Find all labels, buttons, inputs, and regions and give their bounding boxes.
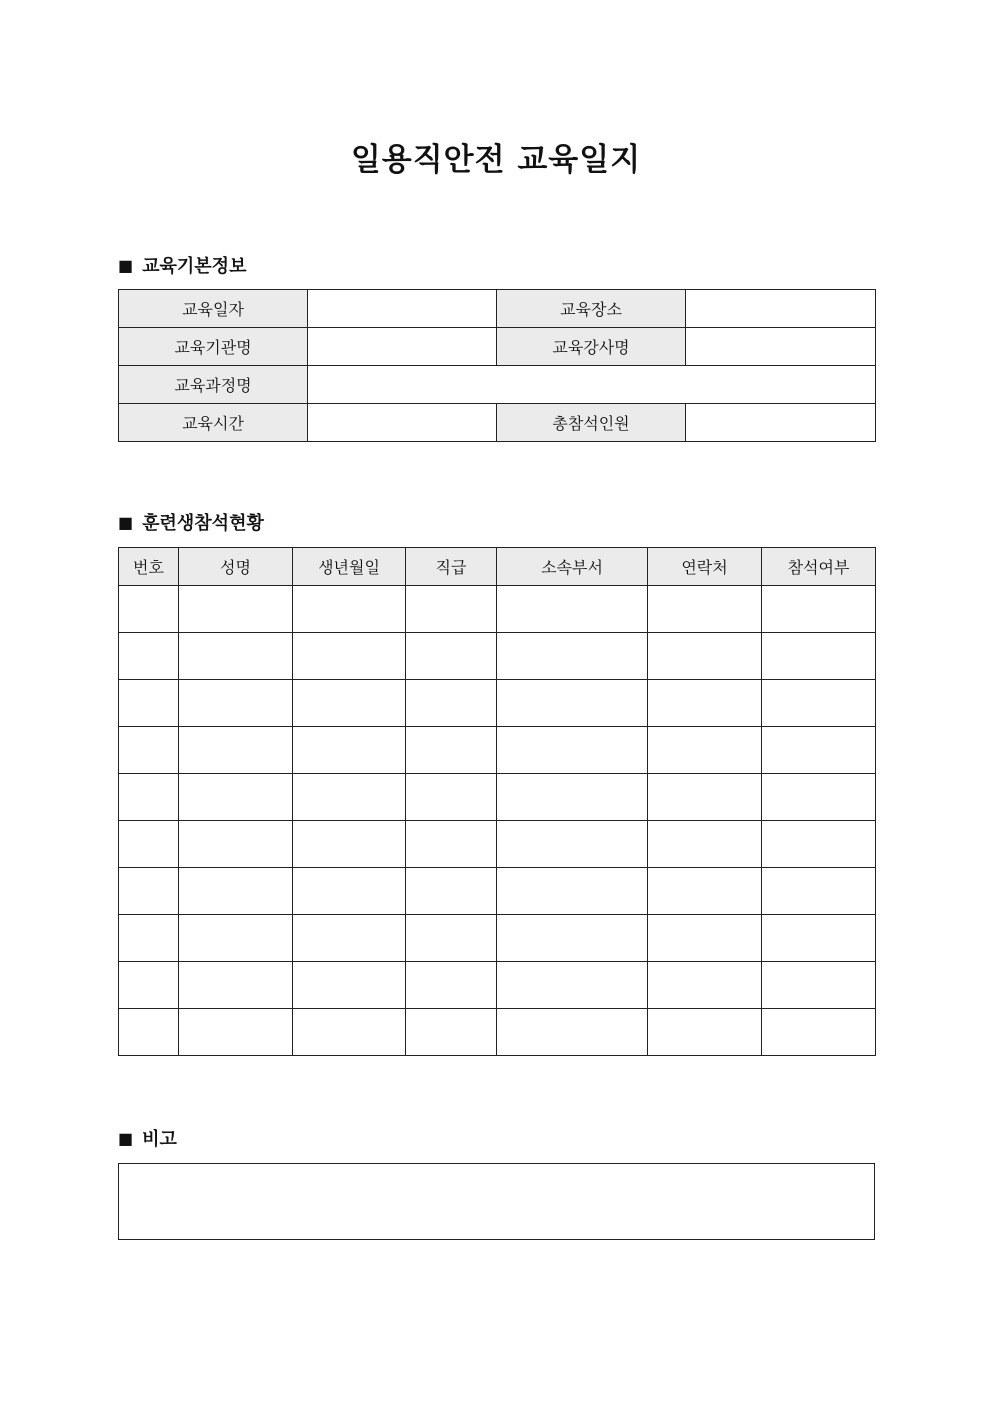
table-cell[interactable] — [648, 868, 762, 915]
column-header-number: 번호 — [119, 548, 179, 586]
info-value-field[interactable] — [308, 290, 497, 328]
info-row — [119, 328, 876, 366]
table-cell[interactable] — [762, 680, 876, 727]
table-cell[interactable] — [648, 633, 762, 680]
square-bullet-icon: ■ — [118, 1128, 134, 1148]
info-row — [119, 290, 876, 328]
info-row — [119, 366, 876, 404]
table-cell[interactable] — [179, 868, 293, 915]
info-label: 총참석인원 — [497, 404, 686, 442]
table-cell[interactable] — [119, 821, 179, 868]
table-cell[interactable] — [762, 586, 876, 633]
info-row — [119, 404, 876, 442]
table-cell[interactable] — [179, 586, 293, 633]
table-cell[interactable] — [179, 727, 293, 774]
section-title: 교육기본정보 — [142, 256, 247, 277]
table-row — [119, 1009, 876, 1056]
table-cell[interactable] — [648, 915, 762, 962]
table-cell[interactable] — [648, 962, 762, 1009]
info-value-field[interactable] — [308, 328, 497, 366]
document-title: 일용직안전 교육일지 — [350, 142, 642, 178]
table-cell[interactable] — [179, 915, 293, 962]
table-cell[interactable] — [648, 774, 762, 821]
table-cell[interactable] — [762, 1009, 876, 1056]
table-cell[interactable] — [179, 821, 293, 868]
table-cell[interactable] — [762, 774, 876, 821]
table-row — [119, 727, 876, 774]
info-label: 교육일자 — [119, 290, 308, 328]
table-row — [119, 915, 876, 962]
info-value-field[interactable] — [686, 328, 876, 366]
attendance-table — [118, 547, 876, 1056]
table-cell[interactable] — [648, 586, 762, 633]
table-cell[interactable] — [497, 586, 648, 633]
table-cell[interactable] — [119, 586, 179, 633]
info-value-field[interactable] — [686, 290, 876, 328]
table-cell[interactable] — [406, 1009, 497, 1056]
table-cell[interactable] — [497, 727, 648, 774]
table-cell[interactable] — [119, 962, 179, 1009]
info-value-field[interactable] — [308, 404, 497, 442]
table-cell[interactable] — [293, 586, 406, 633]
table-cell[interactable] — [293, 821, 406, 868]
table-cell[interactable] — [406, 727, 497, 774]
table-row — [119, 633, 876, 680]
info-label: 교육기관명 — [119, 328, 308, 366]
info-value-field[interactable] — [686, 404, 876, 442]
table-cell[interactable] — [293, 962, 406, 1009]
table-cell[interactable] — [293, 1009, 406, 1056]
column-header-name: 성명 — [179, 548, 293, 586]
table-cell[interactable] — [406, 633, 497, 680]
column-header-rank: 직급 — [406, 548, 497, 586]
remarks-field[interactable] — [118, 1163, 875, 1240]
table-cell[interactable] — [762, 868, 876, 915]
table-cell[interactable] — [497, 821, 648, 868]
table-cell[interactable] — [119, 727, 179, 774]
table-cell[interactable] — [293, 633, 406, 680]
table-cell[interactable] — [762, 633, 876, 680]
table-cell[interactable] — [762, 821, 876, 868]
table-row — [119, 868, 876, 915]
table-cell[interactable] — [497, 1009, 648, 1056]
table-cell[interactable] — [762, 727, 876, 774]
table-cell[interactable] — [406, 821, 497, 868]
square-bullet-icon: ■ — [118, 255, 134, 275]
table-cell[interactable] — [119, 680, 179, 727]
info-label: 교육강사명 — [497, 328, 686, 366]
table-cell[interactable] — [406, 586, 497, 633]
table-cell[interactable] — [119, 868, 179, 915]
table-cell[interactable] — [497, 962, 648, 1009]
info-value-field[interactable] — [308, 366, 876, 404]
table-cell[interactable] — [648, 727, 762, 774]
basic-info-table — [118, 289, 876, 442]
table-cell[interactable] — [648, 680, 762, 727]
table-cell[interactable] — [293, 727, 406, 774]
section-title: 훈련생참석현황 — [142, 513, 264, 534]
table-cell[interactable] — [179, 774, 293, 821]
table-row — [119, 586, 876, 633]
table-cell[interactable] — [293, 680, 406, 727]
table-row — [119, 680, 876, 727]
table-cell[interactable] — [762, 962, 876, 1009]
table-cell[interactable] — [648, 1009, 762, 1056]
section-heading-remarks — [118, 1126, 177, 1150]
table-cell[interactable] — [406, 868, 497, 915]
table-cell[interactable] — [497, 680, 648, 727]
table-cell[interactable] — [497, 915, 648, 962]
table-row — [119, 962, 876, 1009]
table-cell[interactable] — [119, 633, 179, 680]
section-heading-basic-info — [118, 253, 246, 277]
attendance-header-row — [119, 548, 876, 586]
table-cell[interactable] — [762, 915, 876, 962]
table-row — [119, 821, 876, 868]
table-cell[interactable] — [406, 680, 497, 727]
table-cell[interactable] — [406, 774, 497, 821]
table-cell[interactable] — [648, 821, 762, 868]
column-header-department: 소속부서 — [497, 548, 648, 586]
table-cell[interactable] — [293, 774, 406, 821]
table-cell[interactable] — [497, 868, 648, 915]
section-heading-attendance — [118, 510, 264, 534]
table-cell[interactable] — [497, 774, 648, 821]
table-cell[interactable] — [406, 915, 497, 962]
info-label: 교육장소 — [497, 290, 686, 328]
section-title: 비고 — [142, 1129, 177, 1150]
table-cell[interactable] — [406, 962, 497, 1009]
info-label: 교육시간 — [119, 404, 308, 442]
table-cell[interactable] — [293, 868, 406, 915]
table-cell[interactable] — [119, 1009, 179, 1056]
column-header-attendance: 참석여부 — [762, 548, 876, 586]
table-cell[interactable] — [293, 915, 406, 962]
column-header-contact: 연락처 — [648, 548, 762, 586]
attendance-table-body — [119, 586, 876, 1056]
table-cell[interactable] — [119, 774, 179, 821]
table-cell[interactable] — [179, 680, 293, 727]
table-cell[interactable] — [179, 1009, 293, 1056]
table-cell[interactable] — [179, 962, 293, 1009]
table-cell[interactable] — [497, 633, 648, 680]
square-bullet-icon: ■ — [118, 512, 134, 532]
column-header-birthdate: 생년월일 — [293, 548, 406, 586]
table-cell[interactable] — [119, 915, 179, 962]
table-row — [119, 774, 876, 821]
table-cell[interactable] — [179, 633, 293, 680]
info-label: 교육과정명 — [119, 366, 308, 404]
